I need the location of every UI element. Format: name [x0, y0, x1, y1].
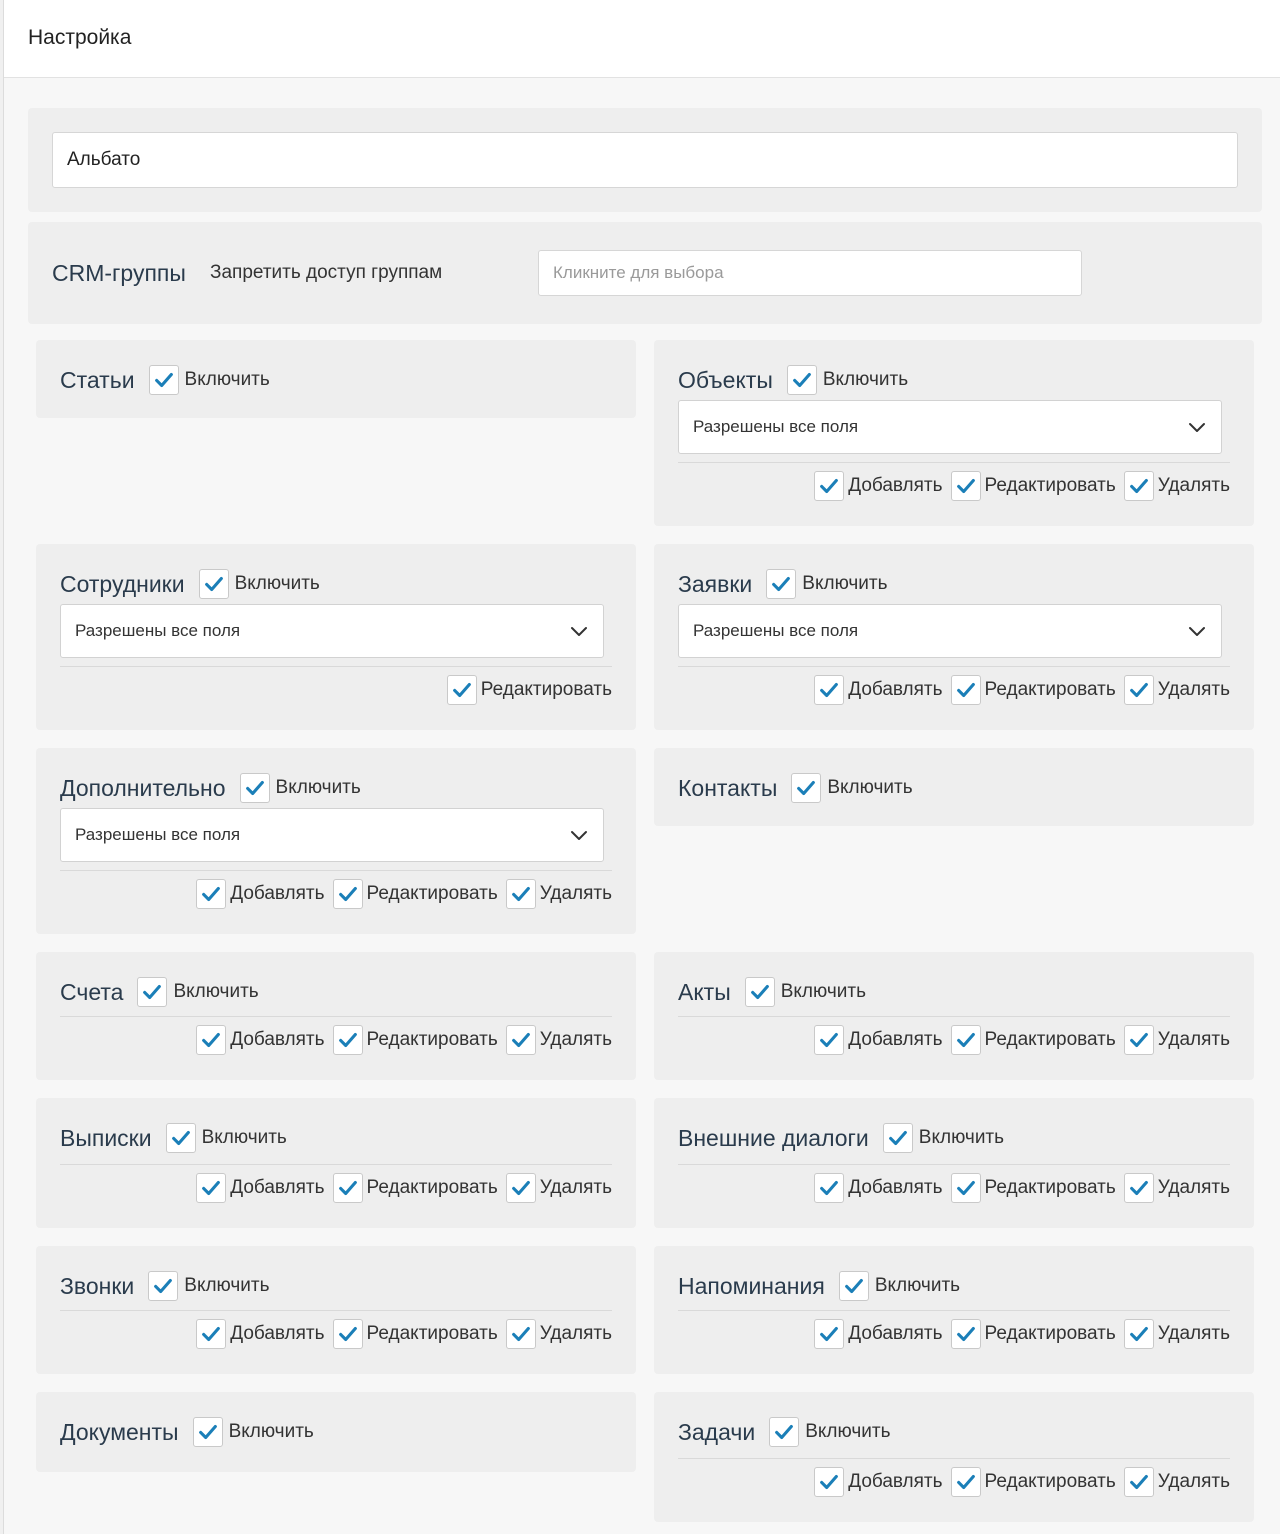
name-input[interactable] — [52, 132, 1238, 188]
delete-permission — [1124, 1173, 1230, 1203]
permissions-row — [60, 1016, 612, 1055]
add-label: Добавлять — [848, 1471, 943, 1492]
section-zadachi — [654, 1392, 1254, 1522]
chevron-down-icon — [1185, 415, 1209, 439]
edit-label: Редактировать — [984, 679, 1116, 700]
checkmark-icon — [451, 679, 473, 701]
checkmark-icon — [1128, 1471, 1150, 1493]
section-header — [60, 1416, 314, 1448]
checkmark-icon — [955, 1029, 977, 1051]
edit-checkbox[interactable] — [951, 471, 981, 501]
checkmark-icon — [203, 573, 225, 595]
section-title: Контакты — [678, 774, 778, 801]
delete-label: Удалять — [539, 1323, 612, 1344]
section-dokumenty — [36, 1392, 636, 1472]
crm-groups-select[interactable] — [538, 250, 1082, 296]
add-permission — [196, 1025, 324, 1055]
edit-checkbox[interactable] — [333, 1025, 363, 1055]
section-header — [678, 976, 866, 1008]
section-title: Звонки — [60, 1272, 135, 1299]
section-dialogi — [654, 1098, 1254, 1228]
enable-checkbox[interactable] — [149, 365, 179, 395]
add-label: Добавлять — [848, 1177, 943, 1198]
section-header — [60, 772, 361, 804]
section-title: Заявки — [678, 570, 753, 597]
permissions-row — [678, 1016, 1230, 1055]
section-header — [678, 1416, 890, 1448]
add-label: Добавлять — [230, 1177, 325, 1198]
edit-permission — [951, 1025, 1116, 1055]
section-stati — [36, 340, 636, 418]
checkmark-icon — [200, 1323, 222, 1345]
enable-label: Включить — [874, 1275, 961, 1296]
checkmark-icon — [152, 1275, 174, 1297]
delete-checkbox[interactable] — [506, 1025, 536, 1055]
checkmark-icon — [510, 883, 532, 905]
permissions-row — [60, 1310, 612, 1349]
enable-label: Включить — [918, 1127, 1005, 1148]
enable-label: Включить — [234, 573, 320, 594]
delete-label: Удалять — [539, 1177, 612, 1198]
enable-checkbox[interactable] — [148, 1271, 178, 1301]
add-label: Добавлять — [230, 1029, 325, 1050]
add-label: Добавлять — [848, 679, 943, 700]
checkmark-icon — [749, 981, 771, 1003]
edit-permission — [951, 1173, 1116, 1203]
edit-label: Редактировать — [984, 1177, 1116, 1198]
checkmark-icon — [818, 1323, 840, 1345]
section-title: Сотрудники — [60, 570, 185, 597]
add-permission — [814, 1319, 942, 1349]
delete-permission — [1124, 1319, 1230, 1349]
delete-label: Удалять — [1157, 1471, 1230, 1492]
enable-checkbox[interactable] — [791, 773, 821, 803]
section-title: Статьи — [60, 366, 135, 393]
section-napominaniya — [654, 1246, 1254, 1374]
section-title: Внешние диалоги — [678, 1124, 869, 1151]
section-obekty — [654, 340, 1254, 526]
checkmark-icon — [510, 1323, 532, 1345]
page-header — [4, 0, 1280, 78]
add-checkbox[interactable] — [196, 1173, 226, 1203]
add-label: Добавлять — [230, 883, 325, 904]
section-title: Объекты — [678, 366, 773, 393]
section-header — [678, 772, 913, 804]
enable-checkbox[interactable] — [839, 1271, 869, 1301]
enable-checkbox[interactable] — [883, 1123, 913, 1153]
fields-select[interactable] — [678, 400, 1222, 454]
delete-checkbox[interactable] — [1124, 1025, 1154, 1055]
section-header — [60, 976, 259, 1008]
delete-checkbox[interactable] — [506, 1319, 536, 1349]
add-checkbox[interactable] — [196, 879, 226, 909]
edit-permission — [951, 1319, 1116, 1349]
section-scheta — [36, 952, 636, 1080]
add-permission — [814, 1025, 942, 1055]
delete-checkbox[interactable] — [1124, 1467, 1154, 1497]
section-header — [60, 1270, 270, 1302]
checkmark-icon — [170, 1127, 192, 1149]
delete-permission — [1124, 1025, 1230, 1055]
delete-label: Удалять — [1157, 475, 1230, 496]
checkmark-icon — [955, 475, 977, 497]
enable-checkbox[interactable] — [166, 1123, 196, 1153]
add-label: Добавлять — [230, 1323, 325, 1344]
checkmark-icon — [843, 1275, 865, 1297]
delete-checkbox[interactable] — [1124, 1173, 1154, 1203]
section-akty — [654, 952, 1254, 1080]
checkmark-icon — [955, 1471, 977, 1493]
section-zvonki — [36, 1246, 636, 1374]
enable-label: Включить — [827, 777, 913, 798]
enable-checkbox[interactable] — [193, 1417, 223, 1447]
checkmark-icon — [337, 883, 359, 905]
checkmark-icon — [773, 1421, 795, 1443]
add-permission — [196, 1319, 324, 1349]
add-permission — [814, 1467, 942, 1497]
fields-select-value: Разрешены все поля — [75, 621, 241, 640]
section-header — [678, 364, 908, 396]
checkmark-icon — [510, 1029, 532, 1051]
permissions-row — [678, 666, 1230, 705]
enable-label: Включить — [184, 1275, 270, 1296]
edit-checkbox[interactable] — [951, 675, 981, 705]
edit-checkbox[interactable] — [951, 1025, 981, 1055]
enable-checkbox[interactable] — [199, 569, 229, 599]
checkmark-icon — [818, 1471, 840, 1493]
delete-permission — [506, 1319, 612, 1349]
page-title: Настройка — [28, 26, 132, 49]
section-header — [60, 364, 270, 396]
checkmark-icon — [818, 1029, 840, 1051]
section-title: Дополнительно — [60, 774, 226, 801]
checkmark-icon — [1128, 1177, 1150, 1199]
edit-checkbox[interactable] — [333, 879, 363, 909]
edit-label: Редактировать — [984, 475, 1116, 496]
add-permission — [814, 1173, 942, 1203]
section-header — [678, 1122, 1004, 1154]
delete-checkbox[interactable] — [506, 879, 536, 909]
permissions-row — [60, 666, 612, 705]
enable-checkbox[interactable] — [137, 977, 167, 1007]
enable-label: Включить — [201, 1127, 287, 1148]
delete-checkbox[interactable] — [506, 1173, 536, 1203]
delete-label: Удалять — [1157, 679, 1230, 700]
permissions-row — [678, 1310, 1230, 1349]
checkmark-icon — [141, 981, 163, 1003]
checkmark-icon — [795, 777, 817, 799]
edit-permission — [951, 675, 1116, 705]
edit-checkbox[interactable] — [447, 675, 477, 705]
edit-permission — [333, 1173, 498, 1203]
enable-label: Включить — [822, 369, 909, 390]
edit-label: Редактировать — [366, 1029, 498, 1050]
section-title: Счета — [60, 978, 124, 1005]
delete-label: Удалять — [1157, 1323, 1230, 1344]
enable-label: Включить — [184, 369, 270, 390]
section-kontakty — [654, 748, 1254, 826]
checkmark-icon — [337, 1029, 359, 1051]
checkmark-icon — [1128, 475, 1150, 497]
delete-checkbox[interactable] — [1124, 1319, 1154, 1349]
enable-checkbox[interactable] — [787, 365, 817, 395]
permissions-row — [678, 462, 1230, 501]
checkmark-icon — [200, 1029, 222, 1051]
checkmark-icon — [887, 1127, 909, 1149]
chevron-down-icon — [567, 619, 591, 643]
add-checkbox[interactable] — [814, 1025, 844, 1055]
delete-permission — [506, 1025, 612, 1055]
edit-permission — [333, 1319, 498, 1349]
add-checkbox[interactable] — [814, 1173, 844, 1203]
add-label: Добавлять — [848, 475, 943, 496]
checkmark-icon — [510, 1177, 532, 1199]
edit-label: Редактировать — [366, 1323, 498, 1344]
delete-checkbox[interactable] — [1124, 471, 1154, 501]
enable-checkbox[interactable] — [766, 569, 796, 599]
enable-label: Включить — [173, 981, 259, 1002]
permissions-row — [678, 1458, 1230, 1497]
checkmark-icon — [818, 475, 840, 497]
checkmark-icon — [770, 573, 792, 595]
edit-permission — [333, 879, 498, 909]
section-title: Напоминания — [678, 1272, 825, 1299]
enable-label: Включить — [228, 1421, 314, 1442]
edit-label: Редактировать — [984, 1323, 1116, 1344]
checkmark-icon — [1128, 1323, 1150, 1345]
deny-groups-label: Запретить доступ группам — [210, 262, 443, 283]
section-title: Выписки — [60, 1124, 152, 1151]
crm-groups-block — [28, 222, 1262, 324]
add-permission — [814, 471, 942, 501]
checkmark-icon — [337, 1323, 359, 1345]
add-permission — [196, 1173, 324, 1203]
delete-permission — [1124, 471, 1230, 501]
checkmark-icon — [955, 1323, 977, 1345]
add-permission — [196, 879, 324, 909]
add-label: Добавлять — [848, 1029, 943, 1050]
edit-checkbox[interactable] — [951, 1319, 981, 1349]
add-checkbox[interactable] — [814, 675, 844, 705]
fields-select[interactable] — [678, 604, 1222, 658]
enable-label: Включить — [780, 981, 866, 1002]
edit-label: Редактировать — [984, 1029, 1116, 1050]
fields-select[interactable] — [60, 808, 604, 862]
edit-permission — [951, 1467, 1116, 1497]
delete-label: Удалять — [1157, 1177, 1230, 1198]
add-label: Добавлять — [848, 1323, 943, 1344]
permissions-row — [60, 870, 612, 909]
permissions-row — [60, 1164, 612, 1203]
chevron-down-icon — [1185, 619, 1209, 643]
checkmark-icon — [244, 777, 266, 799]
checkmark-icon — [791, 369, 813, 391]
add-checkbox[interactable] — [814, 1467, 844, 1497]
edit-checkbox[interactable] — [333, 1319, 363, 1349]
section-zayavki — [654, 544, 1254, 730]
edit-label: Редактировать — [366, 1177, 498, 1198]
checkmark-icon — [818, 1177, 840, 1199]
permissions-row — [678, 1164, 1230, 1203]
section-header — [678, 568, 888, 600]
enable-label: Включить — [802, 573, 888, 594]
delete-permission — [1124, 1467, 1230, 1497]
crm-groups-title: CRM-группы — [52, 260, 186, 286]
delete-label: Удалять — [1157, 1029, 1230, 1050]
name-block — [28, 108, 1262, 212]
edit-checkbox[interactable] — [333, 1173, 363, 1203]
edit-permission — [951, 471, 1116, 501]
checkmark-icon — [200, 1177, 222, 1199]
delete-label: Удалять — [539, 883, 612, 904]
section-title: Документы — [60, 1418, 179, 1445]
delete-checkbox[interactable] — [1124, 675, 1154, 705]
fields-select-value: Разрешены все поля — [693, 621, 859, 640]
section-vypiski — [36, 1098, 636, 1228]
enable-checkbox[interactable] — [745, 977, 775, 1007]
delete-label: Удалять — [539, 1029, 612, 1050]
enable-label: Включить — [275, 777, 361, 798]
enable-checkbox[interactable] — [769, 1417, 799, 1447]
section-sotrudniki — [36, 544, 636, 730]
section-header — [678, 1270, 960, 1302]
enable-label: Включить — [805, 1421, 891, 1442]
edit-label: Редактировать — [480, 679, 612, 700]
add-checkbox[interactable] — [196, 1319, 226, 1349]
delete-permission — [506, 879, 612, 909]
section-title: Задачи — [678, 1418, 756, 1445]
checkmark-icon — [197, 1421, 219, 1443]
fields-select-value: Разрешены все поля — [75, 825, 241, 844]
edit-label: Редактировать — [366, 883, 498, 904]
checkmark-icon — [1128, 1029, 1150, 1051]
delete-permission — [1124, 675, 1230, 705]
add-checkbox[interactable] — [196, 1025, 226, 1055]
chevron-down-icon — [567, 823, 591, 847]
checkmark-icon — [955, 679, 977, 701]
add-checkbox[interactable] — [814, 1319, 844, 1349]
checkmark-icon — [818, 679, 840, 701]
section-header — [60, 568, 320, 600]
add-checkbox[interactable] — [814, 471, 844, 501]
fields-select[interactable] — [60, 604, 604, 658]
checkmark-icon — [200, 883, 222, 905]
checkmark-icon — [153, 369, 175, 391]
section-title: Акты — [678, 978, 731, 1005]
edit-permission — [447, 675, 612, 705]
settings-content — [4, 78, 1280, 1534]
edit-checkbox[interactable] — [951, 1173, 981, 1203]
add-permission — [814, 675, 942, 705]
section-dopolnitelno — [36, 748, 636, 934]
section-header — [60, 1122, 287, 1154]
checkmark-icon — [955, 1177, 977, 1199]
checkmark-icon — [337, 1177, 359, 1199]
checkmark-icon — [1128, 679, 1150, 701]
edit-permission — [333, 1025, 498, 1055]
delete-permission — [506, 1173, 612, 1203]
fields-select-value: Разрешены все поля — [693, 417, 859, 436]
edit-checkbox[interactable] — [951, 1467, 981, 1497]
enable-checkbox[interactable] — [240, 773, 270, 803]
edit-label: Редактировать — [984, 1471, 1116, 1492]
